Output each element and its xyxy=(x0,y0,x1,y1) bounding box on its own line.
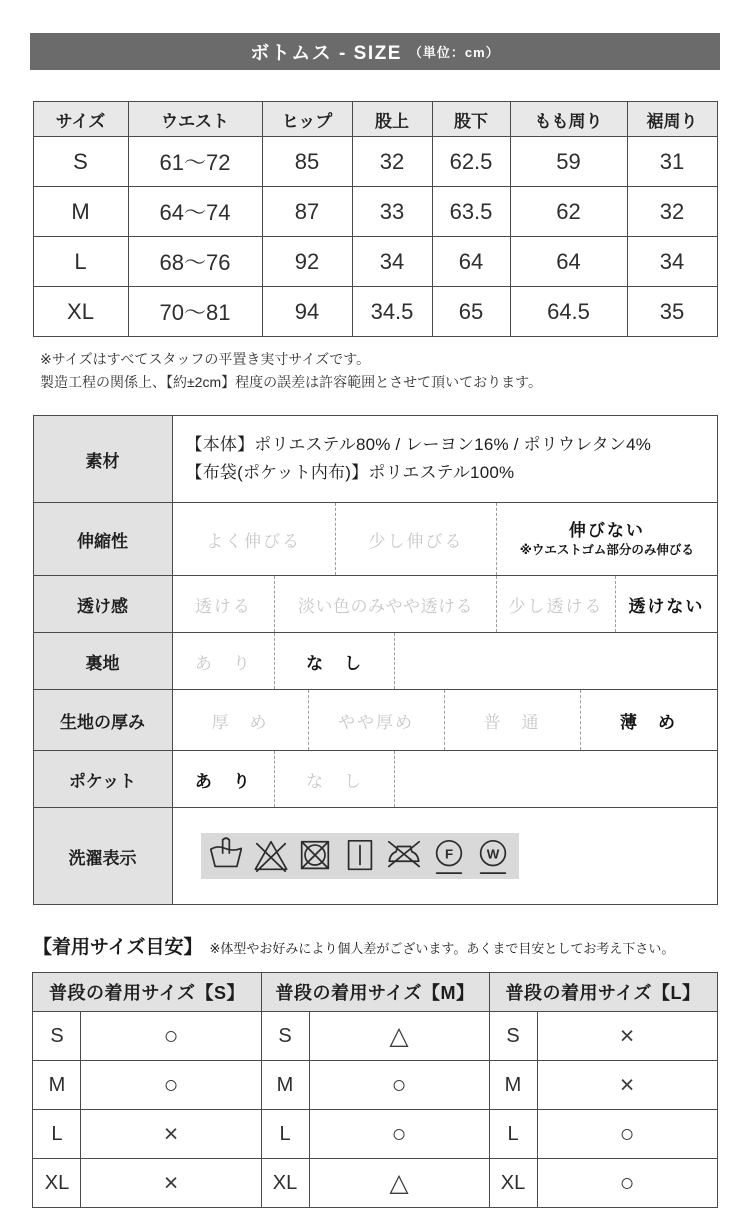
lining-options xyxy=(173,633,717,689)
size-cell: 31 xyxy=(627,137,717,187)
size-cell: 34 xyxy=(352,237,432,287)
fit-guide-title: 【着用サイズ目安】 xyxy=(33,937,203,958)
do-not-iron-icon xyxy=(385,834,423,878)
size-table-header: 裾周り xyxy=(627,102,717,137)
option-active: 薄 め xyxy=(620,712,677,732)
spec-label: 伸縮性 xyxy=(33,503,172,576)
size-note-line: 製造工程の関係上、【約±2cm】程度の誤差は許容範囲とさせて頂いております。 xyxy=(40,374,543,390)
spec-label: 洗濯表示 xyxy=(33,808,172,905)
fit-symbol-cell: ○ xyxy=(309,1061,489,1110)
material-text xyxy=(173,416,717,502)
size-cell: 94 xyxy=(262,287,352,337)
thickness-options xyxy=(173,690,717,750)
option-active: な し xyxy=(275,633,395,689)
size-cell: 64〜74 xyxy=(128,187,262,237)
fit-size-cell: XL xyxy=(33,1159,81,1208)
dry-clean-f-icon xyxy=(430,834,468,878)
section-title: ボトムス - SIZE xyxy=(250,43,402,64)
size-cell: 32 xyxy=(352,137,432,187)
hand-wash-icon xyxy=(207,834,245,878)
option-inactive: 少し透ける xyxy=(497,576,617,632)
size-cell: 62.5 xyxy=(432,137,510,187)
option-inactive: 透ける xyxy=(173,576,276,632)
spec-label: 透け感 xyxy=(33,576,172,633)
size-cell: 61〜72 xyxy=(128,137,262,187)
size-table-header: サイズ xyxy=(33,102,128,137)
spec-row-pocket xyxy=(33,751,717,808)
material-line: 【本体】ポリエステル80% / レーヨン16% / ポリウレタン4% xyxy=(185,435,652,454)
option-active xyxy=(497,503,716,575)
size-cell: L xyxy=(33,237,128,287)
size-cell: M xyxy=(33,187,128,237)
size-table-header: 股上 xyxy=(352,102,432,137)
fit-size-cell: S xyxy=(33,1012,81,1061)
option-inactive: やや厚め xyxy=(309,690,445,750)
fit-symbol-cell: × xyxy=(537,1012,717,1061)
size-table-header: もも周り xyxy=(510,102,627,137)
section-title-unit: （単位：cm） xyxy=(408,45,500,60)
size-cell: 62 xyxy=(510,187,627,237)
option-active-note: ※ウエストゴム部分のみ伸びる xyxy=(519,542,694,557)
option-inactive: 厚 め xyxy=(173,690,309,750)
fit-size-cell: M xyxy=(261,1061,309,1110)
option-active: あ り xyxy=(173,751,276,807)
size-cell: 92 xyxy=(262,237,352,287)
size-table-row xyxy=(33,137,717,187)
spec-row-lining xyxy=(33,633,717,690)
fit-size-cell: L xyxy=(33,1110,81,1159)
size-cell: 32 xyxy=(627,187,717,237)
option-spacer xyxy=(395,751,717,807)
size-table-header: 股下 xyxy=(432,102,510,137)
size-cell: 70〜81 xyxy=(128,287,262,337)
size-cell: 33 xyxy=(352,187,432,237)
fit-guide-note: ※体型やお好みにより個人差がございます。あくまで目安としてお考え下さい。 xyxy=(209,941,675,956)
option-inactive: よく伸びる xyxy=(173,503,336,575)
fit-guide-row xyxy=(33,1110,717,1159)
size-cell: 64.5 xyxy=(510,287,627,337)
stretch-options xyxy=(173,503,717,575)
size-cell: 85 xyxy=(262,137,352,187)
fit-size-cell: XL xyxy=(261,1159,309,1208)
fit-symbol-cell: △ xyxy=(309,1012,489,1061)
spec-label: 裏地 xyxy=(33,633,172,690)
hang-dry-icon xyxy=(341,834,379,878)
fit-guide-header: 普段の着用サイズ【S】 xyxy=(33,973,261,1012)
option-inactive: 普 通 xyxy=(445,690,581,750)
size-table-header: ウエスト xyxy=(128,102,262,137)
fit-symbol-cell: ○ xyxy=(537,1110,717,1159)
option-spacer xyxy=(395,633,717,689)
size-cell: 65 xyxy=(432,287,510,337)
spec-row-thickness xyxy=(33,690,717,751)
fit-symbol-cell: ○ xyxy=(81,1012,261,1061)
fit-symbol-cell: ○ xyxy=(309,1110,489,1159)
spec-row-sheerness xyxy=(33,576,717,633)
wet-clean-w-icon xyxy=(474,834,512,878)
spec-label: ポケット xyxy=(33,751,172,808)
option-active-label: 伸びない xyxy=(568,520,645,540)
spec-table xyxy=(33,415,718,905)
size-table-row xyxy=(33,187,717,237)
size-cell: 34.5 xyxy=(352,287,432,337)
size-cell: 64 xyxy=(510,237,627,287)
option-inactive: あ り xyxy=(173,633,276,689)
size-table xyxy=(33,101,718,337)
size-table-row xyxy=(33,287,717,337)
spec-row-material xyxy=(33,416,717,503)
fit-symbol-cell: ○ xyxy=(537,1159,717,1208)
fit-guide-header: 普段の着用サイズ【M】 xyxy=(261,973,489,1012)
size-cell: XL xyxy=(33,287,128,337)
size-cell: S xyxy=(33,137,128,187)
fit-size-cell: L xyxy=(261,1110,309,1159)
option-inactive: 淡い色のみやや透ける xyxy=(275,576,496,632)
size-table-header: ヒップ xyxy=(262,102,352,137)
size-table-header-row xyxy=(33,102,717,137)
do-not-tumble-dry-icon xyxy=(296,834,334,878)
do-not-bleach-icon xyxy=(252,834,290,878)
section-title-bar xyxy=(30,33,720,70)
fit-symbol-cell: × xyxy=(537,1061,717,1110)
fit-size-cell: S xyxy=(261,1012,309,1061)
fit-size-cell: L xyxy=(489,1110,537,1159)
fit-guide-table xyxy=(32,972,717,1208)
fit-guide-row xyxy=(33,1159,717,1208)
spec-row-care xyxy=(33,808,717,905)
svg-text:W: W xyxy=(486,846,500,862)
svg-text:F: F xyxy=(444,846,453,862)
size-cell: 35 xyxy=(627,287,717,337)
size-cell: 34 xyxy=(627,237,717,287)
material-line: 【布袋(ポケット内布)】ポリエステル100% xyxy=(185,463,515,482)
size-cell: 87 xyxy=(262,187,352,237)
fit-guide-heading xyxy=(33,932,750,959)
spec-label: 素材 xyxy=(33,416,172,503)
option-active: 透けない xyxy=(628,596,705,616)
fit-symbol-cell: × xyxy=(81,1159,261,1208)
option-inactive: 少し伸びる xyxy=(336,503,498,575)
spec-row-stretch xyxy=(33,503,717,576)
fit-symbol-cell: ○ xyxy=(81,1061,261,1110)
sheerness-options xyxy=(173,576,717,632)
size-cell: 68〜76 xyxy=(128,237,262,287)
size-cell: 59 xyxy=(510,137,627,187)
fit-size-cell: M xyxy=(489,1061,537,1110)
care-symbols-cell xyxy=(173,808,717,904)
size-cell: 63.5 xyxy=(432,187,510,237)
size-table-row xyxy=(33,237,717,287)
fit-size-cell: S xyxy=(489,1012,537,1061)
fit-guide-header: 普段の着用サイズ【L】 xyxy=(489,973,717,1012)
spec-label: 生地の厚み xyxy=(33,690,172,751)
fit-size-cell: M xyxy=(33,1061,81,1110)
fit-guide-row xyxy=(33,1012,717,1061)
fit-guide-row xyxy=(33,1061,717,1110)
fit-guide-header-row xyxy=(33,973,717,1012)
fit-symbol-cell: △ xyxy=(309,1159,489,1208)
size-cell: 64 xyxy=(432,237,510,287)
fit-symbol-cell: × xyxy=(81,1110,261,1159)
pocket-options xyxy=(173,751,717,807)
size-notes xyxy=(40,348,750,394)
option-inactive: な し xyxy=(275,751,395,807)
fit-size-cell: XL xyxy=(489,1159,537,1208)
size-note-line: ※サイズはすべてスタッフの平置き実寸サイズです。 xyxy=(40,351,371,367)
care-symbols-strip xyxy=(201,833,519,879)
